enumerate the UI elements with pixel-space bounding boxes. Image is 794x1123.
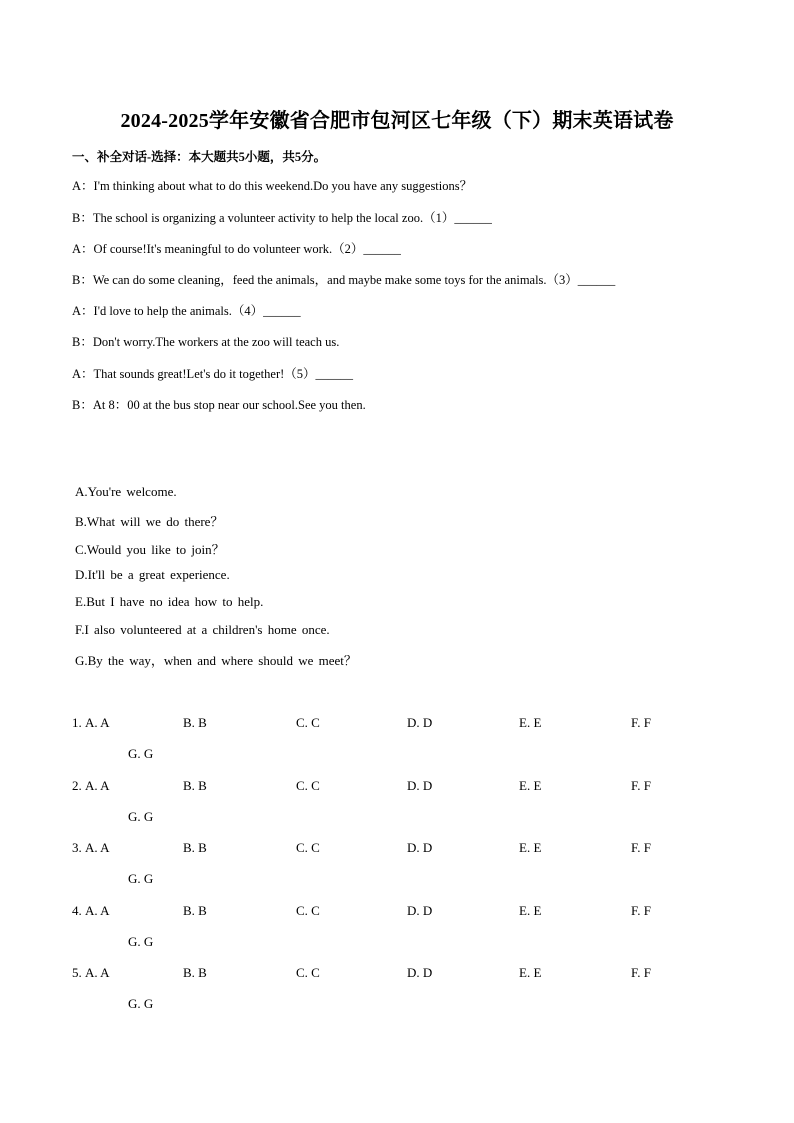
choice-g[interactable]: G. G [128,746,154,761]
choice-e[interactable]: E. E [519,903,542,918]
choice-e[interactable]: E. E [519,778,542,793]
question-number: 5. [72,965,82,980]
dialogue-line-7: A：That sounds great!Let's do it together!（5）______ [72,367,354,381]
page-title: 2024-2025学年安徽省合肥市包河区七年级（下）期末英语试卷 [120,110,674,132]
choice-g[interactable]: G. G [128,934,154,949]
choice-e[interactable]: E. E [519,840,542,855]
choice-e[interactable]: E. E [519,715,542,730]
choice-b[interactable]: B. B [183,840,207,855]
choice-c[interactable]: C. C [296,840,320,855]
choice-g[interactable]: G. G [128,871,154,886]
section-heading: 一、补全对话-选择：本大题共5小题，共5分。 [72,150,327,164]
dialogue-line-6: B：Don't worry.The workers at the zoo will teach us. [72,335,340,349]
option-d: D.It'll be a great experience. [75,567,230,582]
choice-f[interactable]: F. F [631,778,651,793]
option-g: G.By the way，when and where should we meet？ [75,653,357,668]
option-e: E.But I have no idea how to help. [75,594,264,609]
question-number: 2. [72,778,82,793]
choice-c[interactable]: C. C [296,965,320,980]
choice-c[interactable]: C. C [296,903,320,918]
dialogue-line-8: B：At 8：00 at the bus stop near our school.See you then. [72,398,366,412]
choice-d[interactable]: D. D [407,840,433,855]
choice-d[interactable]: D. D [407,715,433,730]
choice-f[interactable]: F. F [631,965,651,980]
dialogue-line-1: A：I'm thinking about what to do this weekend.Do you have any suggestions？ [72,179,473,193]
choice-d[interactable]: D. D [407,778,433,793]
question-row [0,965,794,1011]
choice-g[interactable]: G. G [128,809,154,824]
dialogue-line-2: B：The school is organizing a volunteer activity to help the local zoo.（1）______ [72,211,492,225]
question-row [0,778,794,824]
choice-c[interactable]: C. C [296,778,320,793]
question-row [0,903,794,949]
choice-d[interactable]: D. D [407,965,433,980]
choice-a[interactable]: A. A [85,965,110,980]
dialogue-line-4: B：We can do some cleaning，feed the animals，and maybe make some toys for the animals.（3）______ [72,273,616,287]
question-number: 4. [72,903,82,918]
choice-f[interactable]: F. F [631,903,651,918]
choice-b[interactable]: B. B [183,715,207,730]
dialogue-line-5: A：I'd love to help the animals.（4）______ [72,304,301,318]
choice-f[interactable]: F. F [631,715,651,730]
question-row [0,840,794,886]
option-f: F.I also volunteered at a children's home once. [75,622,330,637]
choice-b[interactable]: B. B [183,778,207,793]
choice-a[interactable]: A. A [85,778,110,793]
dialogue-line-3: A：Of course!It's meaningful to do volunteer work.（2）______ [72,242,401,256]
choice-b[interactable]: B. B [183,965,207,980]
choice-f[interactable]: F. F [631,840,651,855]
choice-a[interactable]: A. A [85,840,110,855]
question-number: 1. [72,715,82,730]
option-c: C.Would you like to join？ [75,542,225,557]
choice-b[interactable]: B. B [183,903,207,918]
choice-g[interactable]: G. G [128,996,154,1011]
question-row [0,715,794,761]
choice-a[interactable]: A. A [85,715,110,730]
option-b: B.What will we do there？ [75,514,224,529]
question-number: 3. [72,840,82,855]
choice-a[interactable]: A. A [85,903,110,918]
choice-c[interactable]: C. C [296,715,320,730]
choice-e[interactable]: E. E [519,965,542,980]
choice-d[interactable]: D. D [407,903,433,918]
option-a: A.You're welcome. [75,484,177,499]
